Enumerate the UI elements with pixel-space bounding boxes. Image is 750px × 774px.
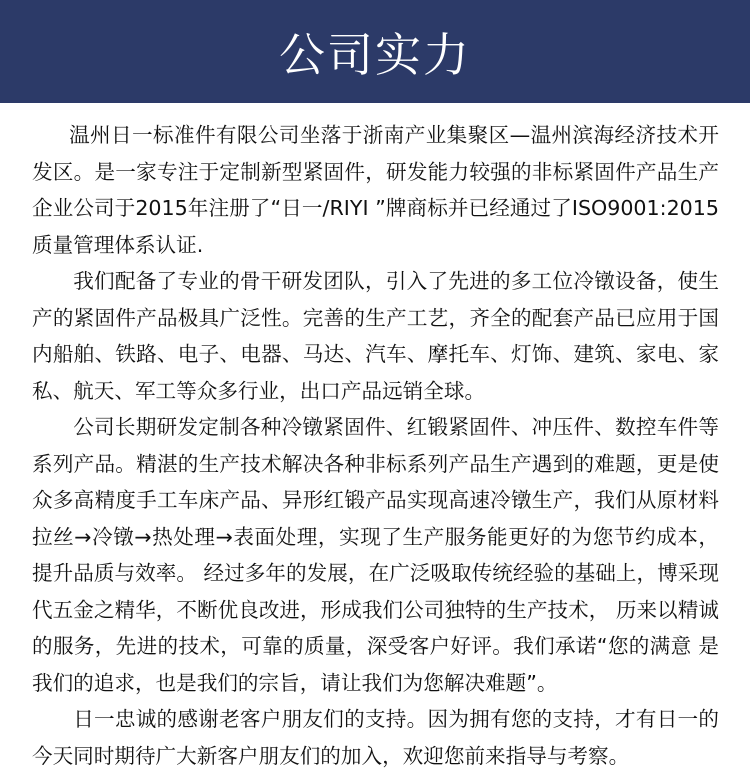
page-title: 公司实力 <box>279 27 471 82</box>
company-description <box>0 103 750 774</box>
paragraph-intro: 温州日一标准件有限公司坐落于浙南产业集聚区—温州滨海经济技术开发区。是一家专注于定制新型紧固件，研发能力较强的非标紧固件产品生产企业公司于2015年注册了“日一/RIYI ”牌商标并已经通过了ISO9001:2015质量管理体系认证. <box>32 123 719 257</box>
paragraph-team: 我们配备了专业的骨干研发团队，引入了先进的多工位冷镦设备，使生产的紧固件产品极具广泛性。完善的生产工艺，齐全的配套产品已应用于国内船舶、铁路、电子、电器、马达、汽车、摩托车、灯饰、建筑、家电、家私、航天、军工等众多行业，出口产品远销全球。 <box>32 269 719 403</box>
paragraph-products: 公司长期研发定制各种冷镦紧固件、红锻紧固件、冲压件、数控车件等系列产品。精湛的生产技术解决各种非标系列产品生产遇到的难题，更是使众多高精度手工车床产品、异形红锻产品实现高速冷镦生产，我们从原材料拉丝→冷镦→热处理→表面处理，实现了生产服务能更好的为您节约成本，提升品质与效率。 经过多年的发展，在广泛吸取传统经验的基础上，博采现代五金之精华，不断优良改进，形成我们公司独特的生产技术， 历来以精诚的服务，先进的技术，可靠的质量，深受客户好评。我们承诺“您的满意 是我们的追求，也是我们的宗旨，请让我们为您解决难题”。 <box>32 415 719 695</box>
paragraph-thanks: 日一忠诚的感谢老客户朋友们的支持。因为拥有您的支持，才有日一的今天同时期待广大新客户朋友们的加入，欢迎您前来指导与考察。 <box>32 707 719 768</box>
header-banner <box>0 0 750 103</box>
